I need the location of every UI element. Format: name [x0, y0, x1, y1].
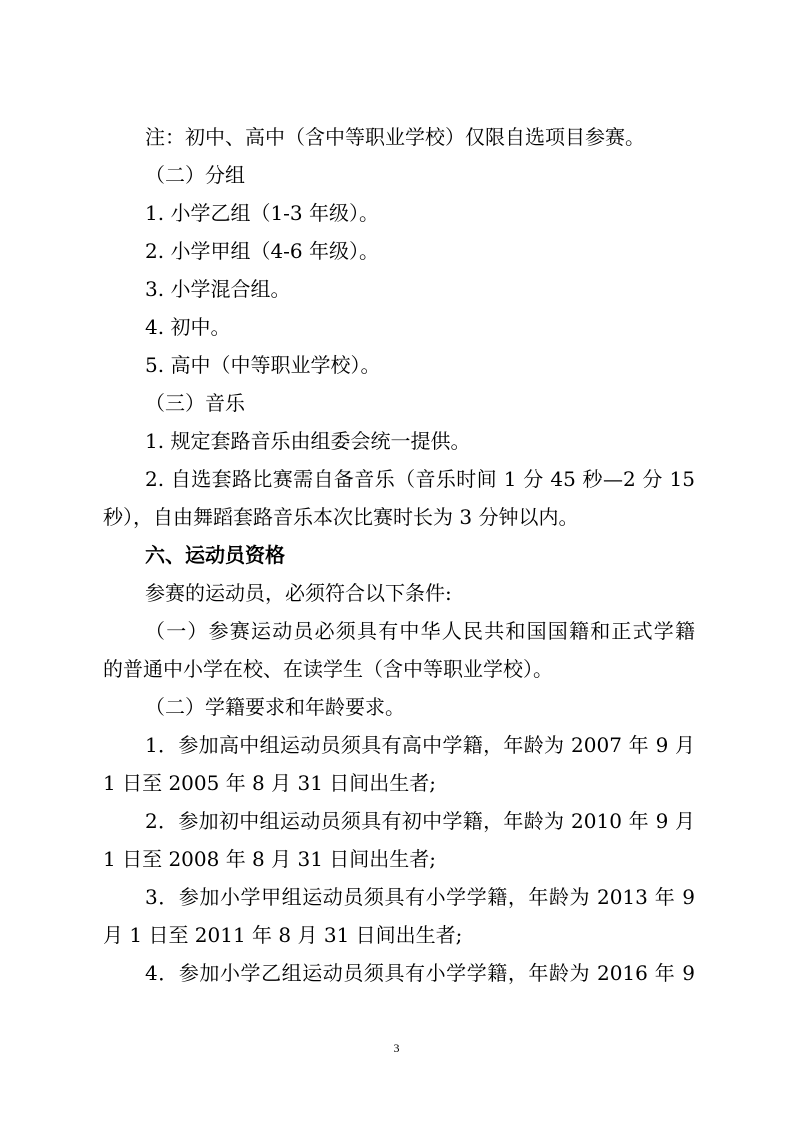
list-item: 2. 自选套路比赛需自备音乐（音乐时间 1 分 45 秒—2 分 15 [145, 467, 695, 491]
list-item: 2．参加初中组运动员须具有初中学籍，年龄为 2010 年 9 月 [145, 809, 695, 833]
list-item: 3．参加小学甲组运动员须具有小学学籍，年龄为 2013 年 9 [145, 885, 695, 909]
section-heading-athlete-eligibility: 六、运动员资格 [145, 543, 285, 567]
paragraph-continuation: 秒），自由舞蹈套路音乐本次比赛时长为 3 分钟以内。 [103, 505, 579, 529]
note-line: 注：初中、高中（含中等职业学校）仅限自选项目参赛。 [145, 125, 645, 149]
document-body [103, 118, 695, 992]
list-item: 5. 高中（中等职业学校）。 [145, 353, 381, 377]
list-item: 3. 小学混合组。 [145, 277, 291, 301]
paragraph-continuation: 1 日至 2008 年 8 月 31 日间出生者; [103, 847, 437, 871]
subsection-heading: （二）学籍要求和年龄要求。 [145, 695, 405, 719]
paragraph-continuation: 的普通中小学在校、在读学生（含中等职业学校）。 [103, 657, 553, 681]
paragraph-line: （一）参赛运动员必须具有中华人民共和国国籍和正式学籍 [145, 619, 695, 643]
paragraph-line: 参赛的运动员，必须符合以下条件: [145, 581, 452, 605]
page-number: 3 [393, 1041, 400, 1055]
paragraph-continuation: 1 日至 2005 年 8 月 31 日间出生者; [103, 771, 437, 795]
list-item: 2. 小学甲组（4-6 年级）。 [145, 239, 380, 263]
list-item: 1. 规定套路音乐由组委会统一提供。 [145, 429, 471, 453]
list-item: 1. 小学乙组（1-3 年级）。 [145, 201, 380, 225]
list-item: 1．参加高中组运动员须具有高中学籍，年龄为 2007 年 9 月 [145, 733, 695, 757]
section-heading-music: （三）音乐 [145, 391, 245, 415]
section-heading-grouping: （二）分组 [145, 163, 245, 187]
paragraph-continuation: 月 1 日至 2011 年 8 月 31 日间出生者; [103, 923, 463, 947]
list-item: 4．参加小学乙组运动员须具有小学学籍，年龄为 2016 年 9 [145, 961, 695, 985]
list-item: 4. 初中。 [145, 315, 231, 339]
